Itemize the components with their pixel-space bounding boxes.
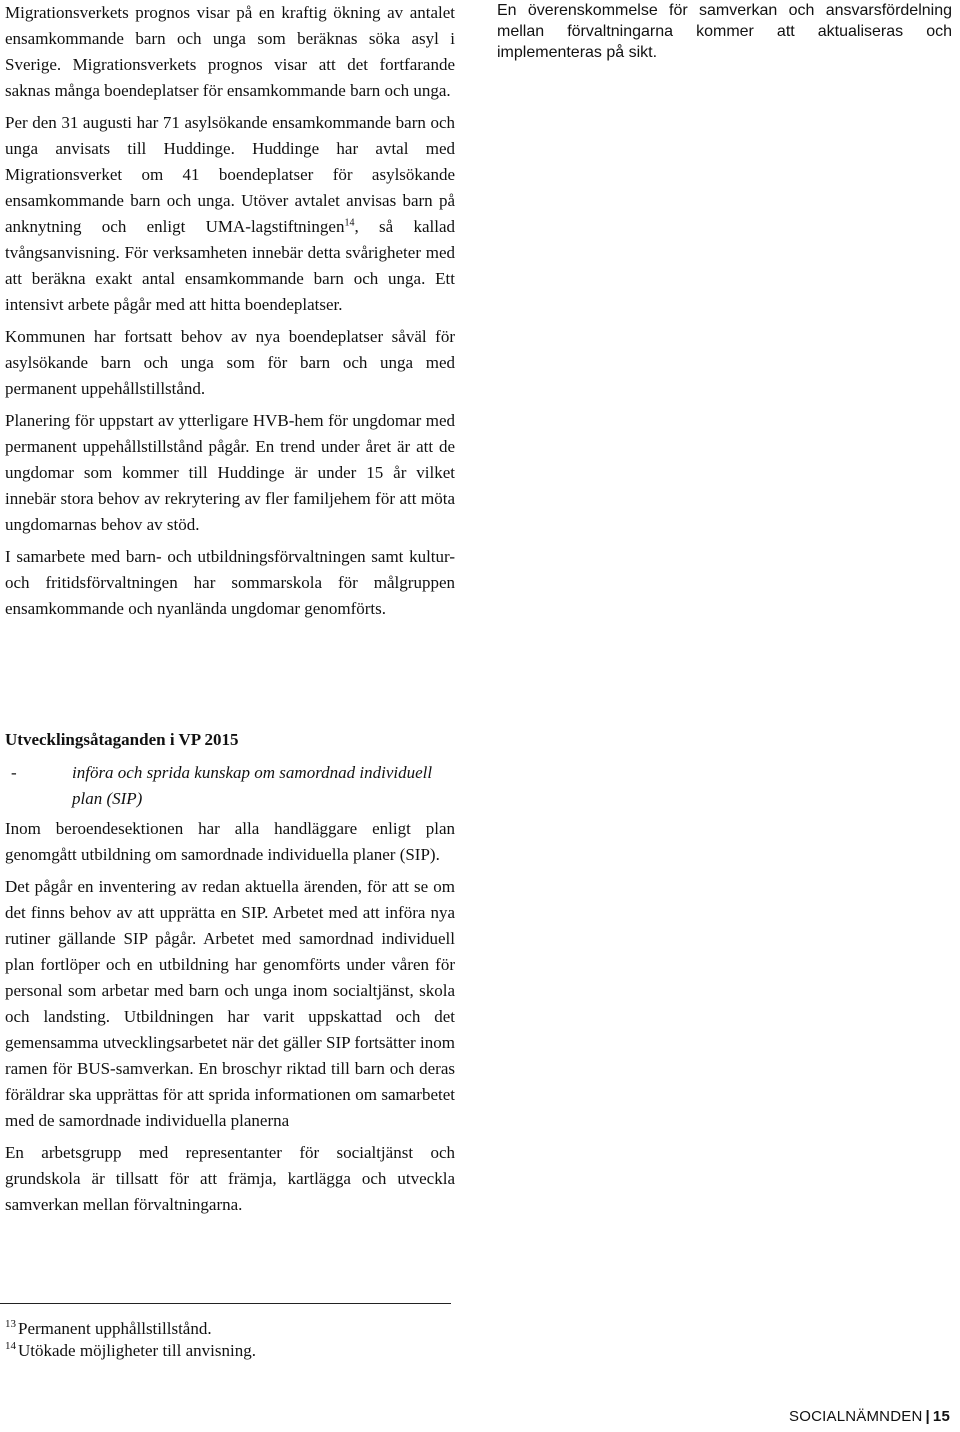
footnote-13: [5, 1318, 445, 1340]
footnotes: [5, 1318, 445, 1362]
footnote-number: 14: [5, 1340, 16, 1353]
footnote-divider: [0, 1303, 451, 1304]
commitment-text: införa och sprida kunskap om samordnad individuell plan (SIP): [72, 763, 433, 808]
paragraph-anvisade-tail: , så kallad tvångsanvisning. För verksamheten innebär detta svårigheter med att beräkna exakt antal ensamkommande barn och unga. Ett intensivt arbete pågår med att hitta boendeplatser.: [5, 217, 455, 314]
footer-label: SOCIALNÄMNDEN: [789, 1408, 923, 1425]
paragraph-overenskommelse: En överenskommelse för samverkan och ansvarsfördelning mellan förvaltningarna kommer att aktualiseras och implementeras på sikt.: [497, 2, 952, 61]
paragraph-anvisade-text: Per den 31 augusti har 71 asylsökande ensamkommande barn och unga anvisats till Huddinge. Huddinge har avtal med Migrationsverket om 41 boendeplatser för asylsökande ensamkommande barn och unga. Utöver avtalet anvisas barn på anknytning och enligt UMA-lagstiftningen: [5, 113, 455, 236]
section-body: [5, 816, 455, 1224]
paragraph-samarbete: I samarbete med barn- och utbildningsförvaltningen samt kultur- och fritidsförvaltningen har sommarskola för målgruppen ensamkommande och nyanlända ungdomar genomförts.: [5, 547, 455, 618]
paragraph-inventering: Det pågår en inventering av redan aktuella ärenden, för att se om det finns behov av att upprätta en SIP. Arbetet med att införa nya rutiner gällande SIP pågår. Arbetet med samordnad individuell plan fortlöper och en utbildning har genomförts under våren för personal som arbetar med barn och unga inom socialtjänst, skola och landsting. Utbildningen har varit uppskattad och det gemensamma utvecklingsarbetet när det gäller SIP fortsätter inom ramen för BUS-samverkan. En broschyr riktad till barn och deras föräldrar ska upprättas för att sprida informationen om samarbetet med de samordnade individuella planerna: [5, 877, 455, 1130]
paragraph-prognos: Migrationsverkets prognos visar på en kraftig ökning av antalet ensamkommande barn och unga som beräknas söka asyl i Sverige. Migrationsverkets prognos visar att det fortfarande saknas många boendeplatser för ensamkommande barn och unga.: [5, 3, 455, 100]
paragraph-planering: Planering för uppstart av ytterligare HVB-hem för ungdomar med permanent uppehållstillstånd pågår. En trend under året är att de ungdomar som kommer till Huddinge är under 15 år vilket innebär stora behov av rekrytering av fler familjehem för att möta ungdomarnas behov av stöd.: [5, 411, 455, 534]
footnote-14: [5, 1340, 445, 1362]
paragraph-beroendesektionen: Inom beroendesektionen har alla handläggare enligt plan genomgått utbildning om samordnade individuella planer (SIP).: [5, 819, 455, 864]
dash-bullet: -: [11, 763, 17, 782]
footnote-text: Permanent upphållstillstånd.: [18, 1319, 212, 1338]
page-footer: [789, 1408, 950, 1425]
right-column: [497, 0, 952, 63]
paragraph-arbetsgrupp: En arbetsgrupp med representanter för socialtjänst och grundskola är tillsatt för att främja, kartlägga och utveckla samverkan mellan förvaltningarna.: [5, 1143, 455, 1214]
section-heading: Utvecklingsåtaganden i VP 2015: [5, 730, 239, 749]
footnote-number: 13: [5, 1318, 16, 1331]
footnote-text: Utökade möjligheter till anvisning.: [18, 1341, 256, 1360]
commitment-item: [5, 760, 455, 812]
paragraph-behov: Kommunen har fortsatt behov av nya boendeplatser såväl för asylsökande barn och unga som för barn och unga med permanent uppehållstillstånd.: [5, 327, 455, 398]
page-number: 15: [932, 1408, 950, 1425]
footer-separator: |: [925, 1408, 930, 1425]
paragraph-anvisade: [5, 110, 455, 318]
footnote-ref-14: 14: [344, 217, 355, 229]
left-column: [5, 0, 455, 628]
